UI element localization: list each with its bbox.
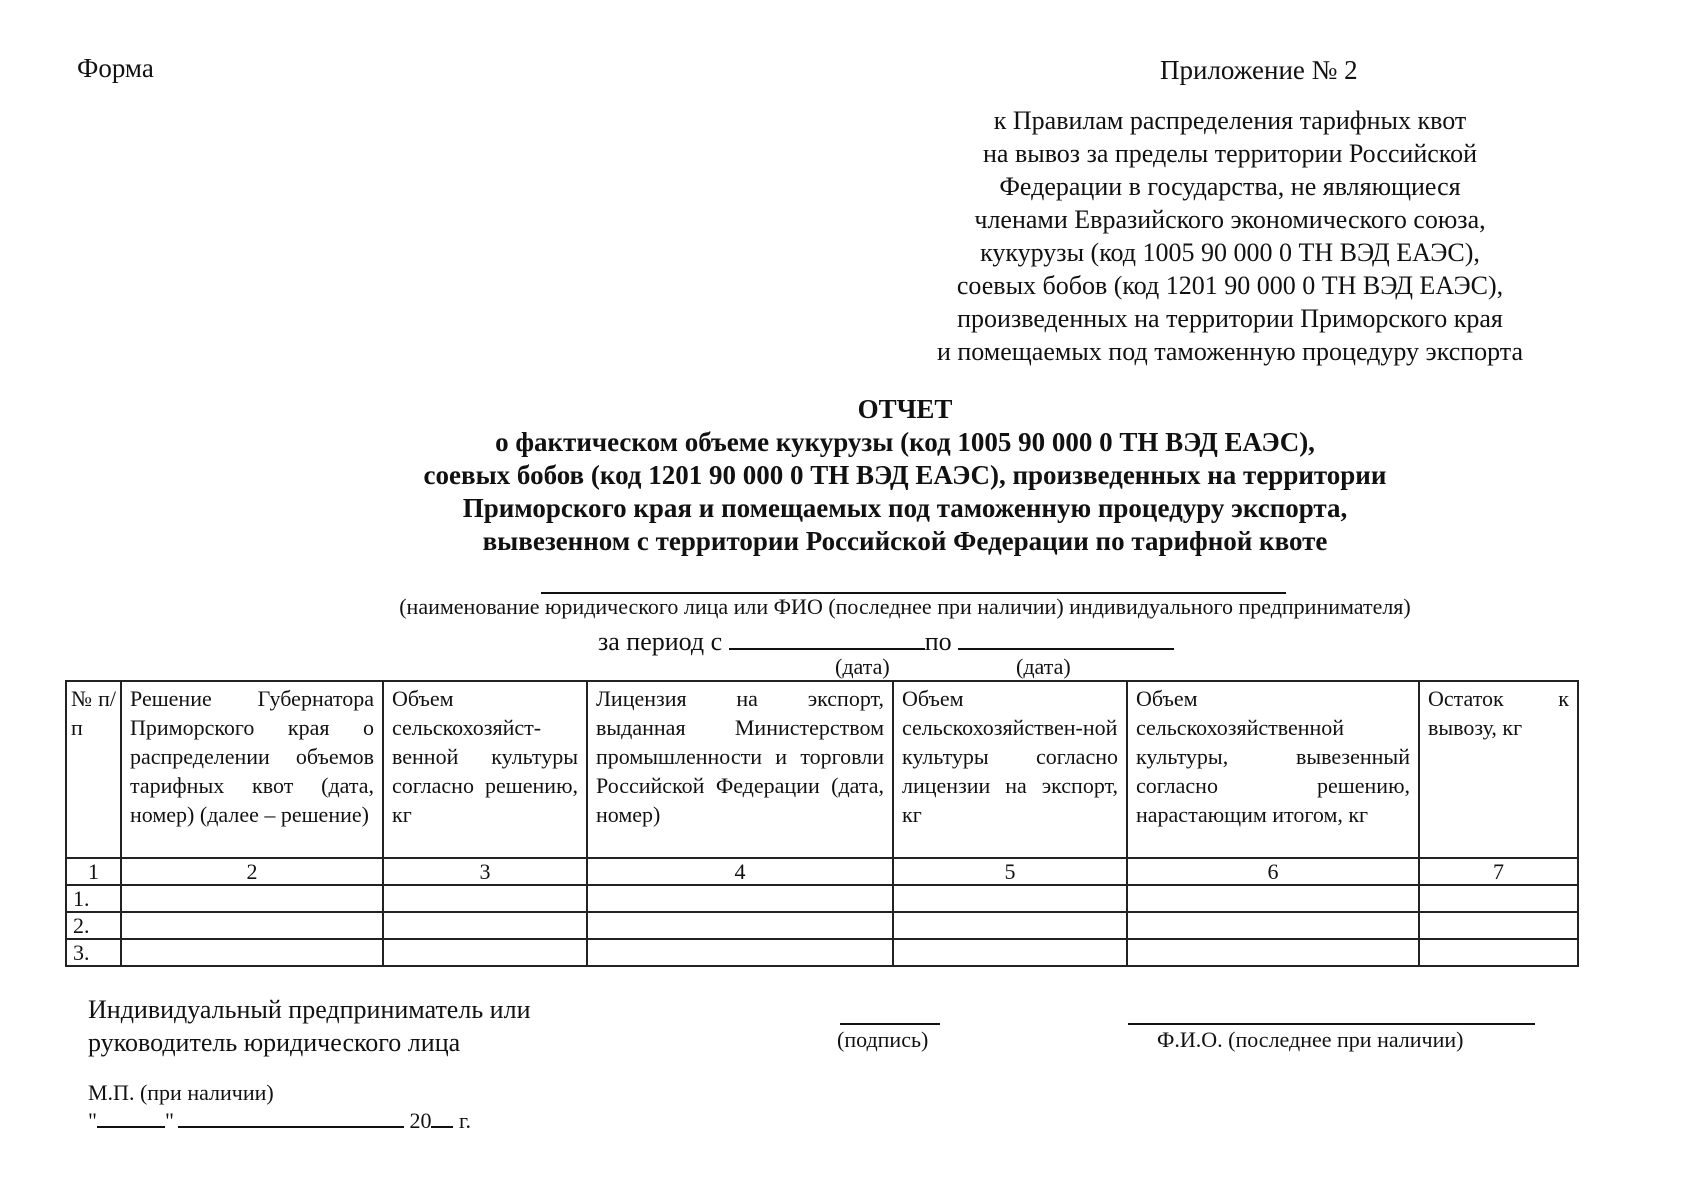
- appendix-line: на вывоз за пределы территории Российской: [983, 139, 1477, 168]
- report-subtitle-line: Приморского края и помещаемых под таможенную процедуру экспорта,: [462, 493, 1348, 523]
- full-name-caption: Ф.И.О. (последнее при наличии): [1157, 1027, 1464, 1052]
- table-cell[interactable]: [383, 885, 587, 912]
- table-cell[interactable]: [1127, 939, 1419, 966]
- column-number: 6: [1127, 858, 1419, 885]
- report-table: [65, 680, 1579, 967]
- row-label: 3.: [66, 939, 121, 966]
- month-field[interactable]: [178, 1108, 404, 1128]
- appendix-number: Приложение № 2: [1160, 55, 1358, 85]
- table-cell[interactable]: [1419, 912, 1578, 939]
- period-row: [598, 624, 1174, 657]
- table-cell[interactable]: [121, 939, 383, 966]
- column-header: Объем сельскохозяйствен-ной культуры согласно лицензии на экспорт, кг: [893, 681, 1127, 858]
- table-cell[interactable]: [1127, 912, 1419, 939]
- column-header: № п/п: [66, 681, 121, 858]
- table-cell[interactable]: [1127, 885, 1419, 912]
- column-header: Остаток к вывозу, кг: [1419, 681, 1578, 858]
- signing-date-row: [88, 1108, 471, 1134]
- table-row: [66, 912, 1578, 939]
- column-number-row: [66, 858, 1578, 885]
- report-heading: ОТЧЕТ: [857, 394, 953, 424]
- column-number: 4: [587, 858, 893, 885]
- table-row: [66, 885, 1578, 912]
- signature-caption: (подпись): [837, 1027, 929, 1052]
- report-subtitle-line: о фактическом объеме кукурузы (код 1005 90 000 0 ТН ВЭД ЕАЭС),: [495, 427, 1315, 457]
- table-cell[interactable]: [893, 885, 1127, 912]
- appendix-line: Федерации в государства, не являющиеся: [999, 172, 1461, 201]
- full-name-field[interactable]: [1128, 1023, 1535, 1025]
- appendix-line: соевых бобов (код 1201 90 000 0 ТН ВЭД ЕАЭС),: [956, 271, 1504, 300]
- report-subtitle-line: вывезенном с территории Российской Федерации по тарифной квоте: [482, 526, 1328, 556]
- table-cell[interactable]: [383, 912, 587, 939]
- form-label: Форма: [77, 53, 154, 83]
- table-cell[interactable]: [893, 912, 1127, 939]
- table-cell[interactable]: [893, 939, 1127, 966]
- period-prefix: за период с: [598, 627, 723, 656]
- signature-field[interactable]: [840, 1023, 940, 1025]
- table-cell[interactable]: [1419, 885, 1578, 912]
- report-subtitle-line: соевых бобов (код 1201 90 000 0 ТН ВЭД ЕАЭС), произведенных на территории: [423, 460, 1387, 490]
- column-number: 7: [1419, 858, 1578, 885]
- year-suffix: г.: [458, 1108, 472, 1133]
- table-cell[interactable]: [383, 939, 587, 966]
- period-from-field[interactable]: [729, 624, 925, 650]
- table-cell[interactable]: [121, 885, 383, 912]
- appendix-line: членами Евразийского экономического союза,: [974, 205, 1486, 234]
- table-cell[interactable]: [1419, 939, 1578, 966]
- signatory-line: руководитель юридического лица: [88, 1028, 461, 1057]
- appendix-line: кукурузы (код 1005 90 000 0 ТН ВЭД ЕАЭС),: [980, 238, 1480, 267]
- signatory-title: [88, 993, 530, 1059]
- table-cell[interactable]: [587, 912, 893, 939]
- column-number: 3: [383, 858, 587, 885]
- table-header-row: [66, 681, 1578, 858]
- appendix-line: к Правилам распределения тарифных квот: [993, 106, 1467, 135]
- column-header: Объем сельскохозяйственной культуры, вывезенный согласно решению, нарастающим итогом, кг: [1127, 681, 1419, 858]
- row-label: 1.: [66, 885, 121, 912]
- table-row: [66, 939, 1578, 966]
- report-title: [300, 393, 1510, 558]
- date-quote-close: ": [164, 1108, 174, 1133]
- signatory-line: Индивидуальный предприниматель или: [88, 995, 531, 1024]
- day-field[interactable]: [97, 1108, 165, 1128]
- appendix-line: и помещаемых под таможенную процедуру экспорта: [936, 337, 1524, 366]
- period-to-field[interactable]: [958, 624, 1174, 650]
- row-label: 2.: [66, 912, 121, 939]
- appendix-line: произведенных на территории Приморского края: [957, 304, 1503, 333]
- year-prefix: 20: [409, 1108, 432, 1133]
- appendix-reference: [880, 104, 1580, 368]
- date-quote-open: ": [88, 1108, 97, 1133]
- table-cell[interactable]: [121, 912, 383, 939]
- date-caption-from: (дата): [835, 654, 890, 679]
- column-header: Лицензия на экспорт, выданная Министерством промышленности и торговли Российской Федерации (дата, номер): [587, 681, 893, 858]
- column-number: 5: [893, 858, 1127, 885]
- period-middle: по: [924, 627, 952, 656]
- column-header: Объем сельскохозяйст-венной культуры согласно решению, кг: [383, 681, 587, 858]
- column-header: Решение Губернатора Приморского края о распределении объемов тарифных квот (дата, номер) (далее – решение): [121, 681, 383, 858]
- entity-name-caption: (наименование юридического лица или ФИО (последнее при наличии) индивидуального предпринимателя): [399, 594, 1411, 619]
- date-caption-to: (дата): [1016, 654, 1071, 679]
- stamp-label: М.П. (при наличии): [88, 1080, 274, 1105]
- column-number: 2: [121, 858, 383, 885]
- table-cell[interactable]: [587, 885, 893, 912]
- table-cell[interactable]: [587, 939, 893, 966]
- column-number: 1: [66, 858, 121, 885]
- year-field[interactable]: [431, 1108, 453, 1128]
